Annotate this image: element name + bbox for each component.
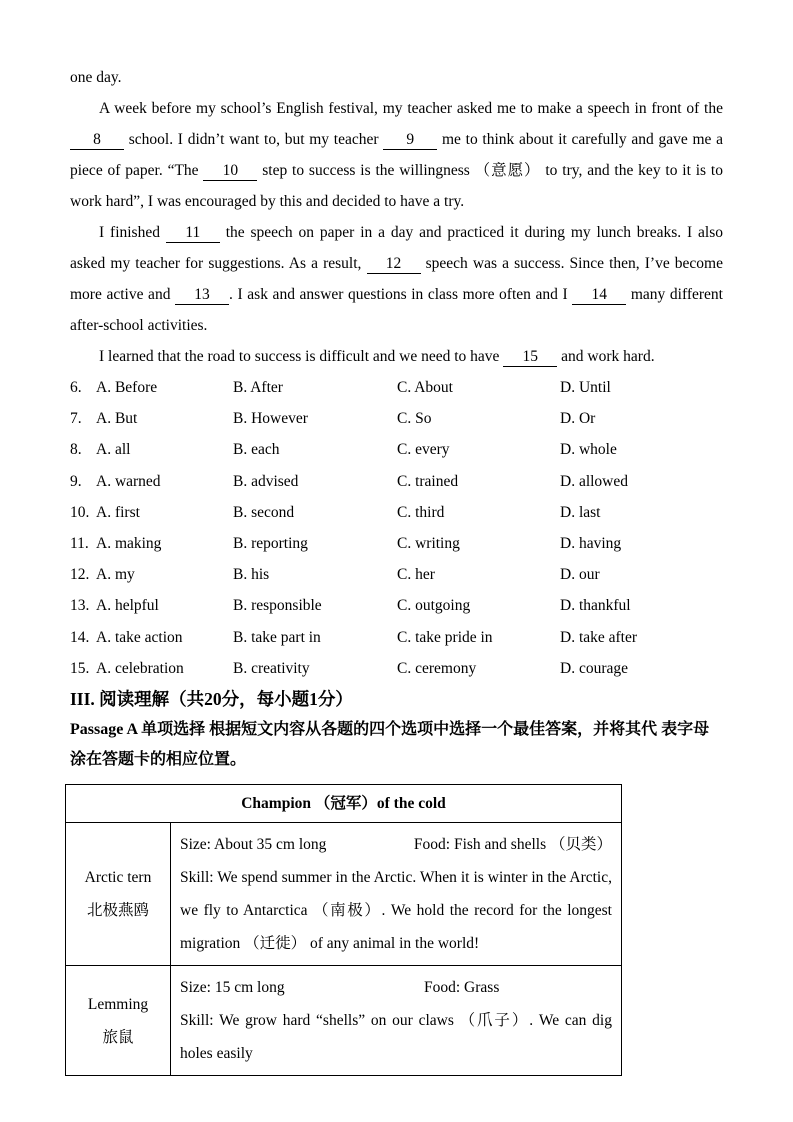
question-row-6 [70,372,723,403]
fill-blank-13: 13 [175,286,229,305]
fill-blank-9: 9 [383,131,437,150]
question-row-13 [70,590,723,621]
option-a: 13. A. helpful [70,590,233,621]
question-row-15 [70,653,723,684]
food-value: Food: Fish and shells （贝类） [413,836,612,854]
option-c: C. About [397,379,453,396]
option-c: C. take pride in [397,628,493,646]
option-c: C. her [397,566,435,584]
skill-value: Skill: We grow hard “shells” on our claws （爪子）. We can dig holes easily [180,1012,612,1063]
question-options-list [70,372,723,684]
question-row-12 [70,559,723,590]
passage-intro-line2: 涂在答题卡的相应位置。 [70,751,247,769]
animal-name-cn: 北极燕鸥 [86,902,149,920]
fill-blank-14: 14 [572,286,626,305]
section-heading: III. 阅读理解（共20分，每小题1分） [70,689,353,710]
option-c: C. So [397,410,432,428]
option-b: B. take part in [233,628,321,646]
option-b: B. his [233,566,270,584]
option-d: D. having [560,535,622,553]
option-d: D. courage [560,659,628,677]
option-b: B. advised [233,472,299,490]
option-d: D. our [560,566,600,584]
question-number: 12. [70,566,90,584]
question-number: 13. [70,597,90,615]
champion-table [65,784,622,1076]
option-a: 11. A. making [70,528,233,559]
passage-intro [70,715,723,775]
option-c: C. outgoing [397,597,471,615]
option-d: D. Until [560,379,611,396]
option-c: C. ceremony [397,659,477,677]
fill-blank-8: 8 [70,131,124,150]
size-food-line [180,828,612,861]
option-d: D. allowed [560,472,629,490]
table-header-row [66,785,622,823]
passage-intro-line1: Passage A 单项选择 根据短文内容从各题的四个选项中选择一个最佳答案，并将其代 表字母 [70,721,710,739]
question-number: 6. [70,379,82,396]
table-row-lemming [66,966,622,1076]
animal-info-cell [171,823,622,966]
question-row-11 [70,528,723,559]
animal-name-cell [66,823,171,966]
size-food-line [180,971,612,1004]
animal-name-en: Lemming [87,995,149,1013]
animal-name-en: Arctic tern [84,869,152,887]
option-a: 10. A. first [70,497,233,528]
question-row-10 [70,497,723,528]
question-row-14 [70,622,723,653]
food-value: Food: Grass [424,979,500,997]
question-number: 10. [70,503,90,521]
option-a: 6. A. Before [70,372,233,403]
option-b: B. reporting [233,535,308,553]
option-b: B. second [233,503,295,521]
option-b: B. However [233,410,308,428]
option-c: C. third [397,503,445,521]
option-a: 15. A. celebration [70,653,233,684]
option-b: B. creativity [233,659,310,677]
option-b: B. After [233,379,283,396]
option-d: D. take after [560,628,638,646]
size-value: Size: About 35 cm long [180,836,327,854]
question-number: 15. [70,659,90,677]
option-c: C. writing [397,535,460,553]
animal-name-cn: 旅鼠 [102,1028,134,1046]
option-a: 12. A. my [70,559,233,590]
question-row-7 [70,403,723,434]
question-number: 7. [70,410,82,428]
option-a: 14. A. take action [70,622,233,653]
table-row-arctic-tern [66,823,622,966]
paragraph-3: I learned that the road to success is difficult and we need to have 15 and work hard. [99,348,655,365]
question-number: 9. [70,472,82,490]
animal-info-cell [171,966,622,1076]
option-d: D. last [560,503,601,521]
option-c: C. trained [397,472,459,490]
animal-name-cell [66,966,171,1076]
fill-blank-12: 12 [367,255,421,274]
option-a: 7. A. But [70,403,233,434]
fill-blank-10: 10 [203,162,257,181]
skill-value: Skill: We spend summer in the Arctic. When it is winter in the Arctic, we fly to Antarctica （南极）. We hold the record for the longest migration （迁徙） of any animal in the world! [180,869,612,953]
question-row-8 [70,434,723,465]
size-value: Size: 15 cm long [180,979,285,997]
option-a: 9. A. warned [70,466,233,497]
question-number: 8. [70,441,82,459]
option-a: 8. A. all [70,434,233,465]
paragraph-1: A week before my school’s English festival, my teacher asked me to make a speech in front of the 8 school. I didn’t want to, but my teacher 9 me to think about it carefully and gave me a piece of paper. “The 10 step to success is the willingness （意愿） to try, and the key to it is to work hard”, I was encouraged by this and decided to have a try. [70,100,723,210]
option-c: C. every [397,441,450,459]
option-d: D. thankful [560,597,631,615]
question-number: 14. [70,628,90,646]
fill-blank-15: 15 [503,348,557,367]
option-d: D. whole [560,441,617,459]
continuation-text: one day. [70,69,122,86]
question-row-9 [70,466,723,497]
fill-blank-11: 11 [166,224,220,243]
option-d: D. Or [560,410,596,428]
paragraph-2: I finished 11 the speech on paper in a day and practiced it during my lunch breaks. I also asked my teacher for suggestions. As a result, 12 speech was a success. Since then, I’ve become more active and 13 . I ask and answer questions in class more often and I 14 many different after-school activities. [70,224,724,334]
question-number: 11. [70,535,89,553]
option-b: B. responsible [233,597,322,615]
table-title: Champion （冠军）of the cold [66,785,622,823]
option-b: B. each [233,441,280,459]
